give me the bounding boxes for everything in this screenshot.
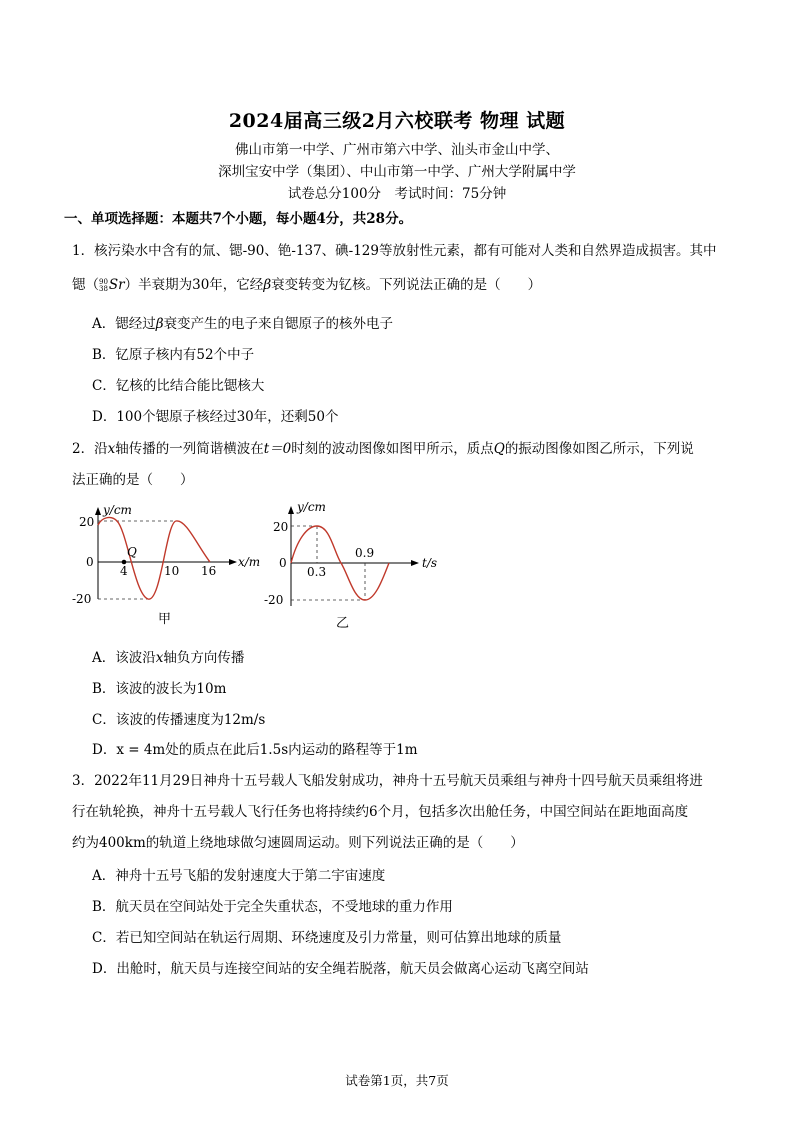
q2-option-a-text-1: A．该波沿	[92, 650, 156, 666]
beta-symbol: β	[155, 316, 164, 332]
q3-option-d: D．出舱时，航天员与连接空间站的安全绳若脱落，航天员会做离心运动飞离空间站	[92, 961, 589, 977]
exam-info: 试卷总分100分 考试时间：75分钟	[287, 186, 507, 202]
y-min-label: -20	[72, 592, 92, 606]
q3-stem-line-2: 行在轨轮换，神舟十五号载人飞行任务也将持续约6个月，包括多次出舱任务，中国空间站在距地面高度	[72, 804, 689, 820]
figure-caption-yi: 乙	[336, 616, 350, 631]
t-axis-label: t/s	[422, 556, 438, 570]
q3-option-b: B．航天员在空间站处于完全失重状态，不受地球的重力作用	[92, 899, 453, 915]
schools-line-2: 深圳宝安中学（集团）、中山市第一中学、广州大学附属中学	[218, 164, 576, 180]
wave-curve	[98, 518, 210, 600]
t-tick-0-3: 0.3	[307, 565, 327, 579]
q2-stem-line-1	[72, 437, 694, 457]
y-max-label: 20	[273, 520, 289, 534]
y-axis-label: y/cm	[297, 500, 326, 514]
q1-stem-text-b: ）半衰期为30年，它经	[124, 277, 264, 293]
q1-option-c: C．钇核的比结合能比锶核大	[92, 378, 265, 394]
origin-label: 0	[86, 555, 94, 569]
y-axis-label: y/cm	[103, 503, 132, 517]
q1-option-a-text-2: 衰变产生的电子来自锶原子的核外电子	[163, 316, 394, 332]
q2-option-b: B．该波的波长为10m	[92, 681, 227, 697]
q-variable: Q	[493, 441, 505, 457]
x-variable: x	[155, 650, 164, 666]
point-q-label: Q	[127, 545, 137, 559]
q2-option-a-text-2: 轴负方向传播	[163, 650, 245, 666]
x-axis-label: x/m	[238, 555, 261, 569]
figure-caption-jia: 甲	[158, 612, 172, 627]
q2-option-a	[92, 646, 244, 666]
wave-graph-jia	[66, 496, 266, 636]
page-title: 2024届高三级2月六校联考 物理 试题	[228, 110, 566, 132]
section-heading: 一、单项选择题：本题共7个小题，每小题4分，共28分。	[64, 211, 413, 227]
q1-option-d: D．100个锶原子核经过30年，还剩50个	[92, 409, 339, 425]
page-footer: 试卷第1页，共7页	[345, 1073, 449, 1088]
q2-stem-line-2: 法正确的是（ ）	[72, 472, 194, 488]
q1-stem-line-1: 1．核污染水中含有的氚、锶-90、铯-137、碘-129等放射性元素，都有可能对人类和自然界造成损害。其中	[72, 243, 717, 259]
q2-stem-text-a: 2．沿	[72, 441, 108, 457]
q1-option-a	[92, 312, 393, 332]
q1-option-a-text-1: A．锶经过	[92, 316, 156, 332]
origin-label: 0	[279, 556, 287, 570]
x-tick-4: 4	[120, 564, 128, 578]
t-tick-0-9: 0.9	[355, 546, 375, 560]
y-min-label: -20	[264, 593, 284, 607]
q1-stem-text-a: 锶（	[72, 277, 99, 293]
x-variable: x	[107, 441, 116, 457]
q1-stem-text-c: 衰变转变为钇核。下列说法正确的是（ ）	[271, 277, 542, 293]
atomic-number: 38	[99, 284, 108, 293]
q3-option-a: A．神舟十五号飞船的发射速度大于第二宇宙速度	[92, 868, 386, 884]
q2-option-c: C．该波的传播速度为12m/s	[92, 712, 266, 728]
y-max-label: 20	[79, 515, 95, 529]
mass-number: 90	[99, 277, 108, 286]
element-symbol: Sr	[108, 277, 125, 293]
q2-stem-text-c: 时刻的波动图像如图甲所示，质点	[291, 441, 494, 457]
nuclide-numbers	[99, 279, 108, 293]
q3-stem-line-1: 3．2022年11月29日神舟十五号载人飞船发射成功，神舟十五号航天员乘组与神舟十四号航天员乘组将进	[72, 773, 703, 789]
beta-symbol: β	[263, 277, 272, 293]
q1-stem-line-2	[72, 273, 541, 293]
schools-line-1: 佛山市第一中学、广州市第六中学、汕头市金山中学、	[235, 142, 559, 158]
t-equals-zero: t＝0	[263, 441, 292, 457]
vibration-graph-yi	[262, 496, 448, 636]
q1-option-b: B．钇原子核内有52个中子	[92, 347, 255, 363]
q2-option-d: D．x = 4m处的质点在此后1.5s内运动的路程等于1m	[92, 742, 418, 758]
q2-stem-text-d: 的振动图像如图乙所示，下列说	[504, 441, 694, 457]
x-tick-16: 16	[201, 564, 217, 578]
q2-stem-text-b: 轴传播的一列简谐横波在	[115, 441, 264, 457]
x-tick-10: 10	[164, 564, 180, 578]
q3-option-c: C．若已知空间站在轨运行周期、环绕速度及引力常量，则可估算出地球的质量	[92, 930, 562, 946]
q3-stem-line-3: 约为400km的轨道上绕地球做匀速圆周运动。则下列说法正确的是（ ）	[72, 835, 524, 851]
